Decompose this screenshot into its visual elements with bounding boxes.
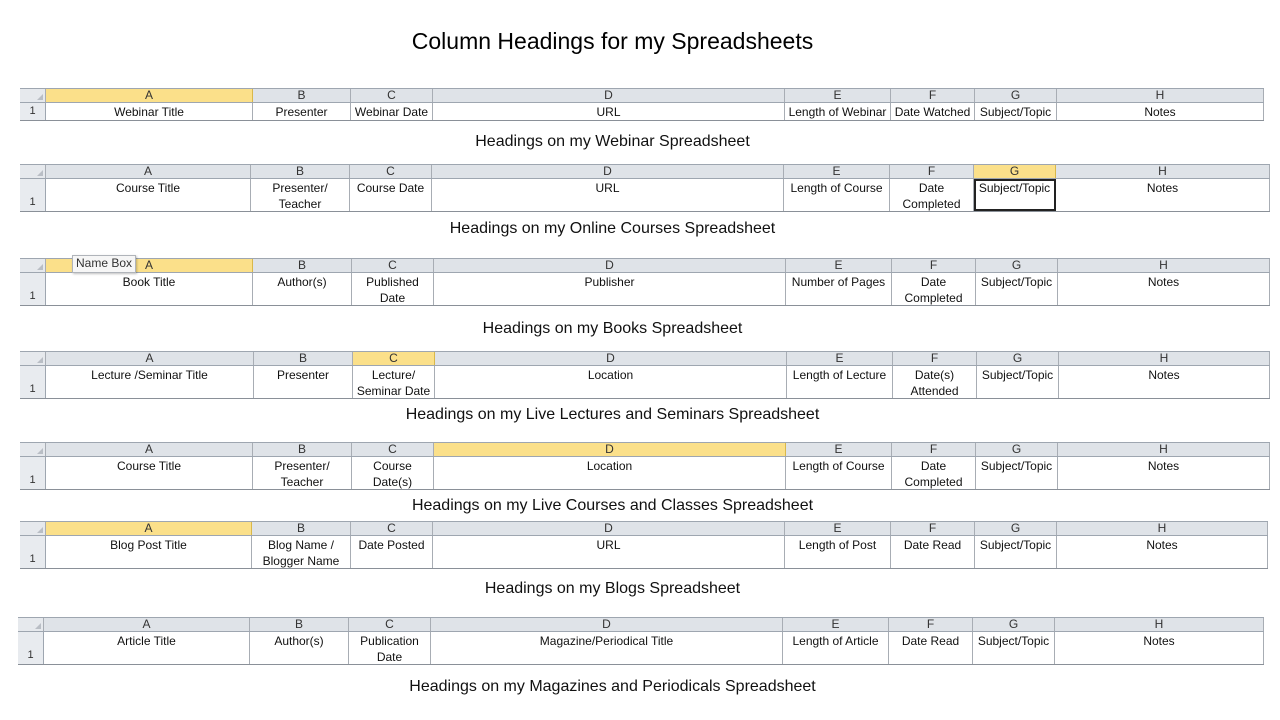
cell-c1[interactable]: Course Date(s) [352, 457, 434, 489]
cell-h1[interactable]: Notes [1059, 366, 1270, 398]
table-row [20, 536, 1268, 569]
column-header-a[interactable]: A [44, 618, 250, 631]
column-header-e[interactable]: E [786, 443, 892, 456]
spreadsheet-books [20, 258, 1270, 306]
row-header-1[interactable] [20, 366, 46, 398]
spreadsheet-caption: Headings on my Webinar Spreadsheet [475, 133, 750, 150]
table-row [20, 179, 1270, 212]
cell-f1[interactable]: Date Read [891, 536, 975, 568]
cell-d1[interactable]: Magazine/Periodical Title [431, 632, 783, 664]
row-number: 1 [29, 383, 36, 395]
select-all-icon [37, 357, 43, 363]
column-header-d[interactable]: D [433, 522, 785, 535]
spreadsheet-live-courses [20, 442, 1270, 490]
cell-f1[interactable]: Date Completed [890, 179, 974, 211]
select-all-icon [37, 264, 43, 270]
select-all-corner[interactable] [20, 522, 46, 535]
column-header-row [20, 258, 1270, 273]
spreadsheet-webinar [20, 88, 1266, 121]
spreadsheet-caption: Headings on my Live Lectures and Seminars Spreadsheet [405, 406, 820, 423]
cell-b1[interactable]: Author(s) [253, 273, 352, 305]
cell-h1[interactable]: Notes [1058, 457, 1270, 489]
select-all-corner[interactable] [20, 352, 46, 365]
select-all-corner[interactable] [20, 89, 46, 102]
column-header-b[interactable]: B [251, 165, 350, 178]
column-header-f[interactable]: F [892, 443, 976, 456]
cell-e1[interactable]: Length of Lecture [787, 366, 893, 398]
select-all-corner[interactable] [18, 618, 44, 631]
column-header-b[interactable]: B [252, 522, 351, 535]
row-number: 1 [27, 649, 34, 661]
spreadsheet-live-lectures [20, 351, 1270, 399]
cell-h1[interactable]: Notes [1057, 536, 1268, 568]
column-header-h[interactable]: H [1058, 259, 1270, 272]
row-header-1[interactable] [20, 179, 46, 211]
cell-a1[interactable]: Course Title [46, 457, 253, 489]
cell-a1[interactable]: Webinar Title [46, 103, 253, 120]
row-number: 1 [29, 105, 36, 117]
cell-f1[interactable]: Date Watched [891, 103, 975, 120]
select-all-icon [37, 170, 43, 176]
cell-c1[interactable]: Course Date [350, 179, 432, 211]
column-header-a[interactable]: A [46, 89, 253, 102]
cell-b1[interactable]: Presenter/ Teacher [251, 179, 350, 211]
column-header-b[interactable]: B [250, 618, 349, 631]
column-header-g[interactable]: G [975, 89, 1057, 102]
row-header-1[interactable] [18, 632, 44, 664]
table-row [18, 632, 1264, 665]
column-header-e[interactable]: E [785, 89, 891, 102]
cell-g1[interactable]: Subject/Topic [973, 632, 1055, 664]
column-header-g[interactable]: G [977, 352, 1059, 365]
column-header-c[interactable]: C [353, 352, 435, 365]
cell-d1[interactable]: URL [433, 536, 785, 568]
column-header-e[interactable]: E [787, 352, 893, 365]
spreadsheet-caption: Headings on my Books Spreadsheet [482, 320, 743, 337]
row-number: 1 [29, 290, 36, 302]
cell-e1[interactable]: Length of Article [783, 632, 889, 664]
select-all-corner[interactable] [20, 259, 46, 272]
column-header-e[interactable]: E [783, 618, 889, 631]
cell-a1[interactable]: Lecture /Seminar Title [46, 366, 254, 398]
select-all-icon [35, 623, 41, 629]
column-header-row [20, 351, 1270, 366]
column-header-b[interactable]: B [253, 443, 352, 456]
cell-f1[interactable]: Date Completed [892, 273, 976, 305]
cell-g1[interactable]: Subject/Topic [975, 536, 1057, 568]
column-header-a[interactable]: A [46, 443, 253, 456]
cell-g1[interactable]: Subject/Topic [976, 457, 1058, 489]
cell-b1[interactable]: Blog Name / Blogger Name [252, 536, 351, 568]
column-header-d[interactable]: D [431, 618, 783, 631]
spreadsheet-caption: Headings on my Live Courses and Classes Spreadsheet [411, 497, 814, 514]
column-header-c[interactable]: C [350, 165, 432, 178]
cell-d1[interactable]: Publisher [434, 273, 786, 305]
column-header-c[interactable]: C [351, 89, 433, 102]
cell-d1[interactable]: URL [433, 103, 785, 120]
column-header-h[interactable]: H [1057, 89, 1264, 102]
column-header-f[interactable]: F [890, 165, 974, 178]
cell-g1[interactable]: Subject/Topic [976, 273, 1058, 305]
page-title: Column Headings for my Spreadsheets [411, 28, 814, 54]
table-row [20, 103, 1264, 121]
cell-a1[interactable]: Book Title [46, 273, 253, 305]
column-header-g[interactable]: G [974, 165, 1056, 178]
cell-f1[interactable]: Date(s) Attended [893, 366, 977, 398]
spreadsheet-caption: Headings on my Online Courses Spreadsheet [449, 220, 776, 237]
select-all-corner[interactable] [20, 165, 46, 178]
cell-b1[interactable]: Presenter [254, 366, 353, 398]
column-header-h[interactable]: H [1057, 522, 1268, 535]
select-all-icon [37, 527, 43, 533]
cell-e1[interactable]: Length of Course [786, 457, 892, 489]
cell-c1[interactable]: Publication Date [349, 632, 431, 664]
cell-a1[interactable]: Course Title [46, 179, 251, 211]
column-header-b[interactable]: B [253, 259, 352, 272]
column-header-e[interactable]: E [786, 259, 892, 272]
row-header-1[interactable] [20, 273, 46, 305]
cell-h1[interactable]: Notes [1057, 103, 1264, 120]
cell-e1[interactable]: Length of Webinar [785, 103, 891, 120]
table-row [20, 366, 1270, 399]
table-row [20, 457, 1270, 490]
column-header-c[interactable]: C [352, 259, 434, 272]
cell-c1[interactable]: Lecture/ Seminar Date [353, 366, 435, 398]
spreadsheet-magazines [18, 617, 1264, 665]
cell-b1[interactable]: Presenter/ Teacher [253, 457, 352, 489]
column-header-d[interactable]: D [434, 443, 786, 456]
cell-d1[interactable]: URL [432, 179, 784, 211]
column-header-a[interactable]: A [46, 165, 251, 178]
row-number: 1 [29, 553, 36, 565]
cell-c1[interactable]: Date Posted [351, 536, 433, 568]
column-header-g[interactable]: G [973, 618, 1055, 631]
cell-a1[interactable]: Article Title [44, 632, 250, 664]
column-header-c[interactable]: C [351, 522, 433, 535]
cell-b1[interactable]: Author(s) [250, 632, 349, 664]
cell-h1[interactable]: Notes [1056, 179, 1270, 211]
column-header-d[interactable]: D [434, 259, 786, 272]
column-header-e[interactable]: E [784, 165, 890, 178]
select-all-corner[interactable] [20, 443, 46, 456]
column-header-row [20, 442, 1270, 457]
cell-h1[interactable]: Notes [1055, 632, 1264, 664]
column-header-row [20, 164, 1270, 179]
cell-e1[interactable]: Length of Course [784, 179, 890, 211]
name-box-tooltip: Name Box [72, 255, 136, 273]
cell-e1[interactable]: Length of Post [785, 536, 891, 568]
column-header-g[interactable]: G [976, 443, 1058, 456]
column-header-g[interactable]: G [975, 522, 1057, 535]
column-header-row [20, 521, 1268, 536]
cell-b1[interactable]: Presenter [253, 103, 351, 120]
column-header-f[interactable]: F [889, 618, 973, 631]
column-header-f[interactable]: F [893, 352, 977, 365]
column-header-a[interactable]: A [46, 352, 254, 365]
spreadsheet-caption: Headings on my Blogs Spreadsheet [484, 580, 741, 597]
spreadsheet-blogs [20, 521, 1268, 569]
column-header-a[interactable]: A [46, 522, 252, 535]
cell-g1[interactable]: Subject/Topic [975, 103, 1057, 120]
column-header-b[interactable]: B [254, 352, 353, 365]
column-header-a[interactable]: A [46, 259, 253, 272]
column-header-f[interactable]: F [892, 259, 976, 272]
column-header-c[interactable]: C [349, 618, 431, 631]
column-header-b[interactable]: B [253, 89, 351, 102]
column-header-row [20, 88, 1264, 103]
cell-e1[interactable]: Number of Pages [786, 273, 892, 305]
column-header-row [18, 617, 1264, 632]
cell-g1[interactable]: Subject/Topic [974, 179, 1056, 211]
row-header-1[interactable] [20, 103, 46, 120]
column-header-h[interactable]: H [1059, 352, 1270, 365]
cell-c1[interactable]: Published Date [352, 273, 434, 305]
column-header-d[interactable]: D [435, 352, 787, 365]
column-header-h[interactable]: H [1056, 165, 1270, 178]
cell-h1[interactable]: Notes [1058, 273, 1270, 305]
column-header-d[interactable]: D [433, 89, 785, 102]
cell-a1[interactable]: Blog Post Title [46, 536, 252, 568]
spreadsheet-caption: Headings on my Magazines and Periodicals Spreadsheet [409, 678, 816, 695]
spreadsheet-online-courses [20, 164, 1270, 212]
select-all-icon [37, 94, 43, 100]
select-all-icon [37, 448, 43, 454]
cell-d1[interactable]: Location [435, 366, 787, 398]
cell-f1[interactable]: Date Completed [892, 457, 976, 489]
row-number: 1 [29, 196, 36, 208]
column-header-g[interactable]: G [976, 259, 1058, 272]
cell-f1[interactable]: Date Read [889, 632, 973, 664]
column-header-f[interactable]: F [891, 522, 975, 535]
column-header-e[interactable]: E [785, 522, 891, 535]
column-header-h[interactable]: H [1058, 443, 1270, 456]
column-header-h[interactable]: H [1055, 618, 1264, 631]
cell-g1[interactable]: Subject/Topic [977, 366, 1059, 398]
table-row [20, 273, 1270, 306]
cell-d1[interactable]: Location [434, 457, 786, 489]
row-header-1[interactable] [20, 457, 46, 489]
row-header-1[interactable] [20, 536, 46, 568]
cell-c1[interactable]: Webinar Date [351, 103, 433, 120]
row-number: 1 [29, 474, 36, 486]
column-header-c[interactable]: C [352, 443, 434, 456]
column-header-f[interactable]: F [891, 89, 975, 102]
column-header-d[interactable]: D [432, 165, 784, 178]
